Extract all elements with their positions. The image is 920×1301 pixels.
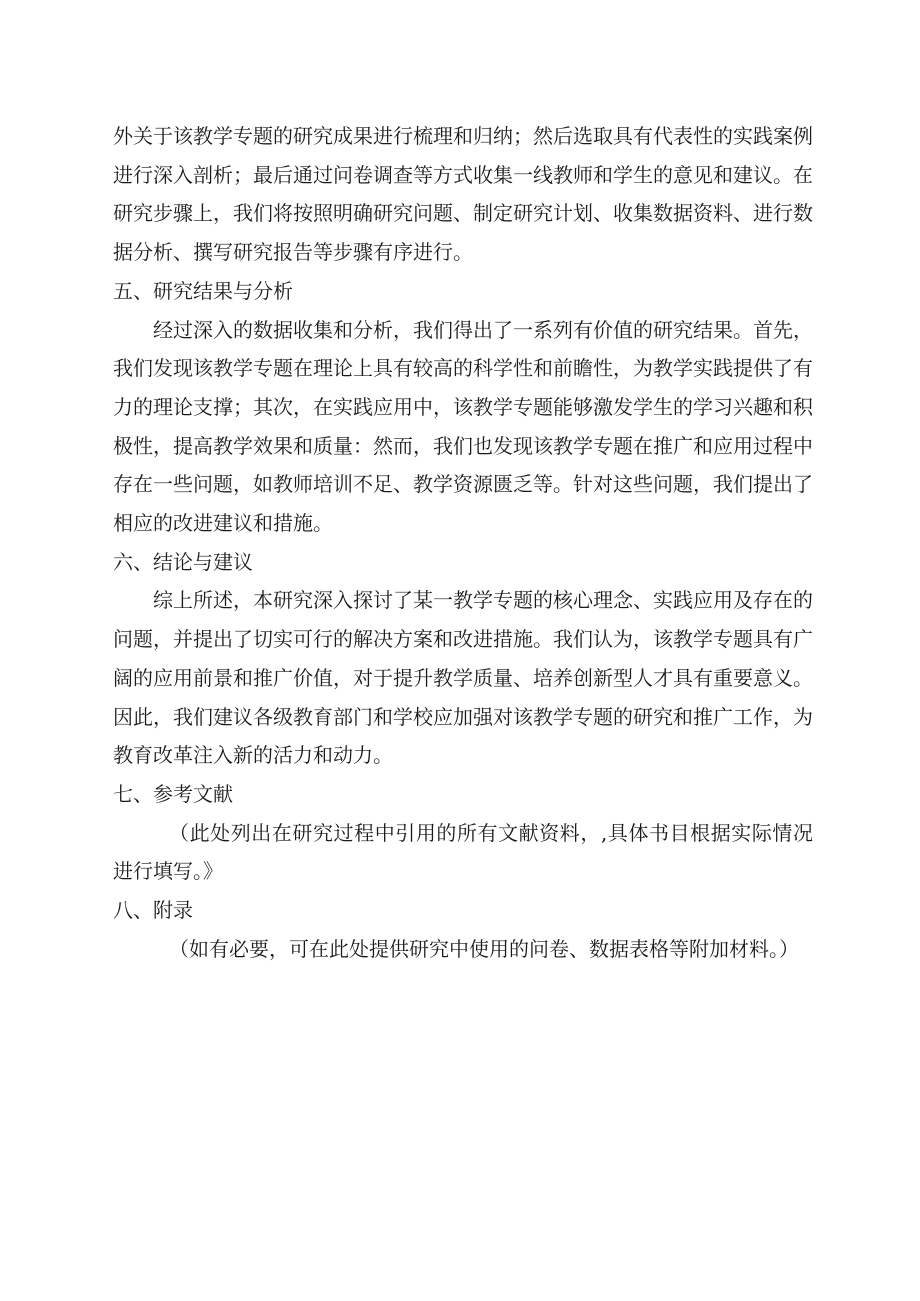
section-heading-references: 七、参考文献 bbox=[113, 781, 233, 806]
paragraph-methods-continuation: 外关于该教学专题的研究成果进行梳理和归纳；然后选取具有代表性的实践案例进行深入剖析；最后通过问卷调查等方式收集一线教师和学生的意见和建议。在研究步骤上，我们将按照明确研究问题、制定研究计划、收集数据资料、进行数据分析、撰写研究报告等步骤有序进行。 bbox=[113, 124, 813, 265]
paragraph-appendix-note: （如有必要，可在此处提供研究中使用的问卷、数据表格等附加材料。） bbox=[169, 936, 799, 961]
document-body bbox=[113, 117, 813, 968]
section-heading-conclusion: 六、结论与建议 bbox=[113, 549, 253, 574]
paragraph-results: 经过深入的数据收集和分析，我们得出了一系列有价值的研究结果。首先，我们发现该教学专题在理论上具有较高的科学性和前瞻性，为教学实践提供了有力的理论支撑；其次，在实践应用中，该教学专题能够激发学生的学习兴趣和积极性，提高教学效果和质量：然而，我们也发现该教学专题在推广和应用过程中存在一些问题，如教师培训不足、教学资源匮乏等。针对这些问题，我们提出了相应的改进建议和措施。 bbox=[113, 317, 813, 536]
paragraph-references-note: （此处列出在研究过程中引用的所有文献资料，,具体书目根据实际情况进行填写。》 bbox=[113, 820, 813, 884]
section-heading-appendix: 八、附录 bbox=[113, 898, 193, 923]
paragraph-conclusion: 综上所述，本研究深入探讨了某一教学专题的核心理念、实践应用及存在的问题，并提出了切实可行的解决方案和改进措施。我们认为，该教学专题具有广阔的应用前景和推广价值，对于提升教学质量、培养创新型人才具有重要意义。因此，我们建议各级教育部门和学校应加强对该教学专题的研究和推广工作，为教育改革注入新的活力和动力。 bbox=[113, 588, 813, 768]
section-heading-results: 五、研究结果与分析 bbox=[113, 278, 293, 303]
